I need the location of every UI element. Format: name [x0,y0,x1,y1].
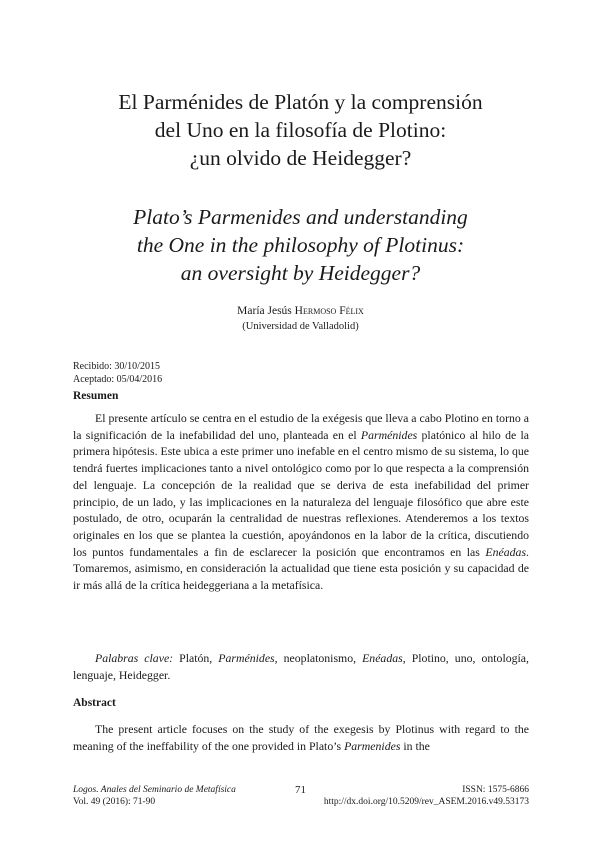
footer-doi: http://dx.doi.org/10.5209/rev_ASEM.2016.v49.53173 [323,797,529,807]
title-spanish-line-1: El Parménides de Platón y la comprensión [118,90,483,114]
keywords-italic-1: Parménides [218,651,275,665]
title-spanish [60,88,541,172]
title-spanish-line-3: ¿un olvido de Heidegger? [189,146,412,170]
abstract-italic-parmenides: Parmenides [344,738,401,753]
resumen-text-2: platónico al hilo de la primera hipótesis. Este ubica a este primer uno inefable en el centro mismo de su sistema, lo que tendrá fuertes implicaciones tanto a nivel ontológico como por lo que respecta a la comprensión del lenguaje. La concepción de la realidad que se deriva de esta inefabilidad del primer principio, de un lado, y las implicaciones en la naturaleza del lenguaje filosófico que abre este postulado, de otro, ocuparán la centralidad de nuestras reflexiones. Atenderemos a los textos originales en los que se plantea la cuestión, apoyándonos en la labor de la crítica, discutiendo los puntos fundamentales a fin de esclarecer la posición que encontramos en las [73,427,529,559]
abstract-text-2: in the [400,738,430,753]
resumen-text-3: . Tomaremos, asimismo, en consideración la actualidad que tiene esta posición y su capacidad de ir más allá de la crítica heideggeriana a la metafísica. [73,544,529,593]
footer-page-number: 71 [295,784,306,796]
title-spanish-line-2: del Uno en la filosofía de Plotino: [154,118,447,142]
abstract-paragraph [73,721,529,754]
submission-dates [73,360,162,386]
footer-volume: Vol. 49 (2016): 71-90 [73,797,156,807]
footer-issn: ISSN: 1575-6866 [462,785,529,795]
title-english-line-1: Plato’s Parmenides and understanding [133,205,468,229]
keywords-text-3: , Plotino, uno, ontología, lenguaje, Heidegger. [73,651,529,682]
resumen-italic-parmenides: Parménides [360,427,418,442]
footer-journal-name: Logos. Anales del Seminario de Metafísica [73,785,236,795]
keywords-paragraph [73,650,529,683]
abstract-heading: Abstract [73,697,116,709]
keywords-italic-2: Enéadas [362,651,403,665]
keywords-label: Palabras clave: [95,651,174,665]
author-affiliation: (Universidad de Valladolid) [242,321,359,332]
abstract-text-1: The present article focuses on the study of the exegesis by Plotinus with regard to the meaning of the ineffability of the one provided in Plato’s [73,722,529,753]
received-date: Recibido: 30/10/2015 [73,361,160,372]
resumen-italic-eneadas: Enéadas [485,544,527,559]
title-english [60,203,541,287]
author-given-name: María Jesús [237,305,292,317]
title-english-line-3: an oversight by Heidegger? [180,261,421,285]
resumen-text-1: El presente artículo se centra en el estudio de la exégesis que lleva a cabo Plotino en torno a la significación de la inefabilidad del uno, planteada en el [73,411,529,442]
footer-identifiers [324,784,529,808]
title-english-line-2: the One in the philosophy of Plotinus: [136,233,465,257]
keywords-text-2: , neoplatonismo, [274,651,363,665]
resumen-heading: Resumen [73,390,119,402]
author-surname: Hermoso Félix [294,305,364,317]
keywords-text-1: Platón, [173,651,219,665]
resumen-paragraph [73,410,529,594]
accepted-date: Aceptado: 05/04/2016 [73,374,163,385]
author-name [60,304,541,318]
